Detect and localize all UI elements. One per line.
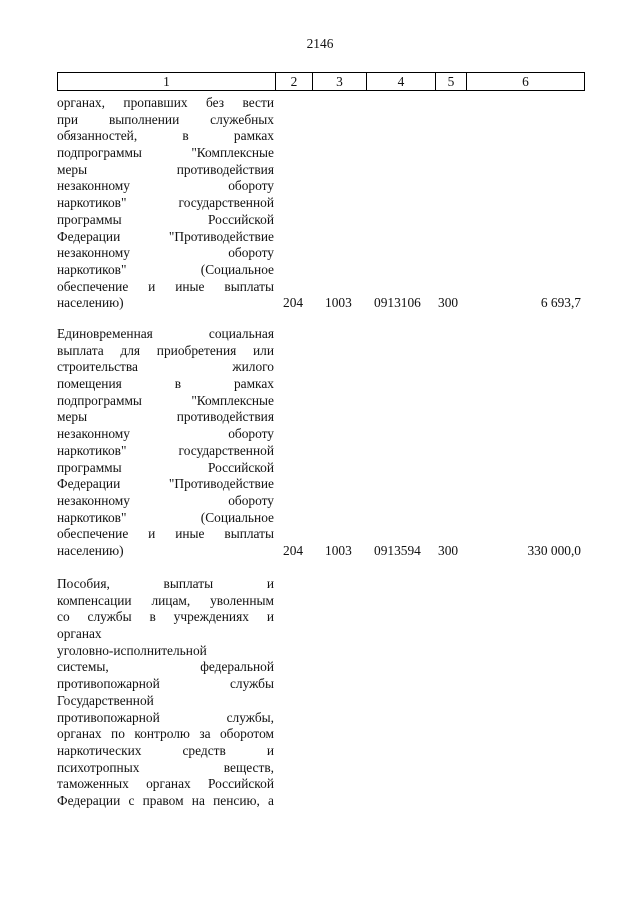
description-line: наркотиков" государственной xyxy=(57,195,274,211)
description-line: помещения в рамках xyxy=(57,376,274,392)
column-header-5: 5 xyxy=(436,73,467,91)
description-line: наркотических средств и xyxy=(57,742,274,758)
description-line: обеспечение и иные выплаты xyxy=(57,278,274,294)
description-line: меры противодействия xyxy=(57,161,274,177)
row-col-5: 300 xyxy=(438,543,459,559)
description-line: наркотиков" (Социальное xyxy=(57,261,274,277)
row-col-6: 6 693,7 xyxy=(540,295,581,311)
row-description xyxy=(57,576,274,810)
row-col-4: 0913594 xyxy=(374,543,421,559)
description-line: подпрограммы "Комплексные xyxy=(57,392,274,408)
description-line: Федерации "Противодействие xyxy=(57,228,274,244)
description-line: выплата для приобретения или xyxy=(57,342,274,358)
row-col-6: 330 000,0 xyxy=(527,543,581,559)
description-line: Единовременная социальная xyxy=(57,326,274,341)
description-line: органах по контролю за оборотом xyxy=(57,726,274,742)
row-col-3: 1003 xyxy=(325,543,352,559)
row-col-2: 204 xyxy=(283,295,304,311)
page-number: 2146 xyxy=(306,36,334,51)
description-line: Федерации "Противодействие xyxy=(57,476,274,492)
description-line: незаконному обороту xyxy=(57,492,274,508)
description-line: психотропных веществ, xyxy=(57,759,274,775)
description-line: обязанностей, в рамках xyxy=(57,128,274,144)
row-col-2: 204 xyxy=(283,543,304,559)
description-line: незаконному обороту xyxy=(57,178,274,194)
description-line: Государственной xyxy=(57,692,154,708)
description-line: системы, федеральной xyxy=(57,659,274,675)
column-header-table xyxy=(57,72,585,91)
column-header-3: 3 xyxy=(313,73,367,91)
description-line: противопожарной службы, xyxy=(57,709,274,725)
description-line: строительства жилого xyxy=(57,359,274,375)
description-line: органах xyxy=(57,626,102,642)
description-line: программы Российской xyxy=(57,459,274,475)
description-line: обеспечение и иные выплаты xyxy=(57,526,274,542)
description-line: противопожарной службы xyxy=(57,676,274,692)
row-col-5: 300 xyxy=(438,295,459,311)
description-line: незаконному обороту xyxy=(57,426,274,442)
column-header-4: 4 xyxy=(367,73,436,91)
description-line: уголовно-исполнительной xyxy=(57,642,207,658)
description-line: подпрограммы "Комплексные xyxy=(57,145,274,161)
description-line: наркотиков" (Социальное xyxy=(57,509,274,525)
row-description xyxy=(57,326,274,560)
description-line: Пособия, выплаты и xyxy=(57,576,274,591)
column-header-6: 6 xyxy=(467,73,585,91)
column-header-1: 1 xyxy=(58,73,276,91)
description-line: со службы в учреждениях и xyxy=(57,609,274,625)
row-col-4: 0913106 xyxy=(374,295,421,311)
column-header-2: 2 xyxy=(276,73,313,91)
description-line: населению) xyxy=(57,295,124,311)
description-line: программы Российской xyxy=(57,211,274,227)
description-line: при выполнении служебных xyxy=(57,111,274,127)
description-line: Федерации с правом на пенсию, а xyxy=(57,792,274,808)
row-col-3: 1003 xyxy=(325,295,352,311)
description-line: компенсации лицам, уволенным xyxy=(57,592,274,608)
description-line: таможенных органах Российской xyxy=(57,776,274,792)
row-description xyxy=(57,95,274,312)
description-line: меры противодействия xyxy=(57,409,274,425)
description-line: органах, пропавших без вести xyxy=(57,95,274,110)
description-line: незаконному обороту xyxy=(57,245,274,261)
description-line: населению) xyxy=(57,542,124,558)
description-line: наркотиков" государственной xyxy=(57,442,274,458)
